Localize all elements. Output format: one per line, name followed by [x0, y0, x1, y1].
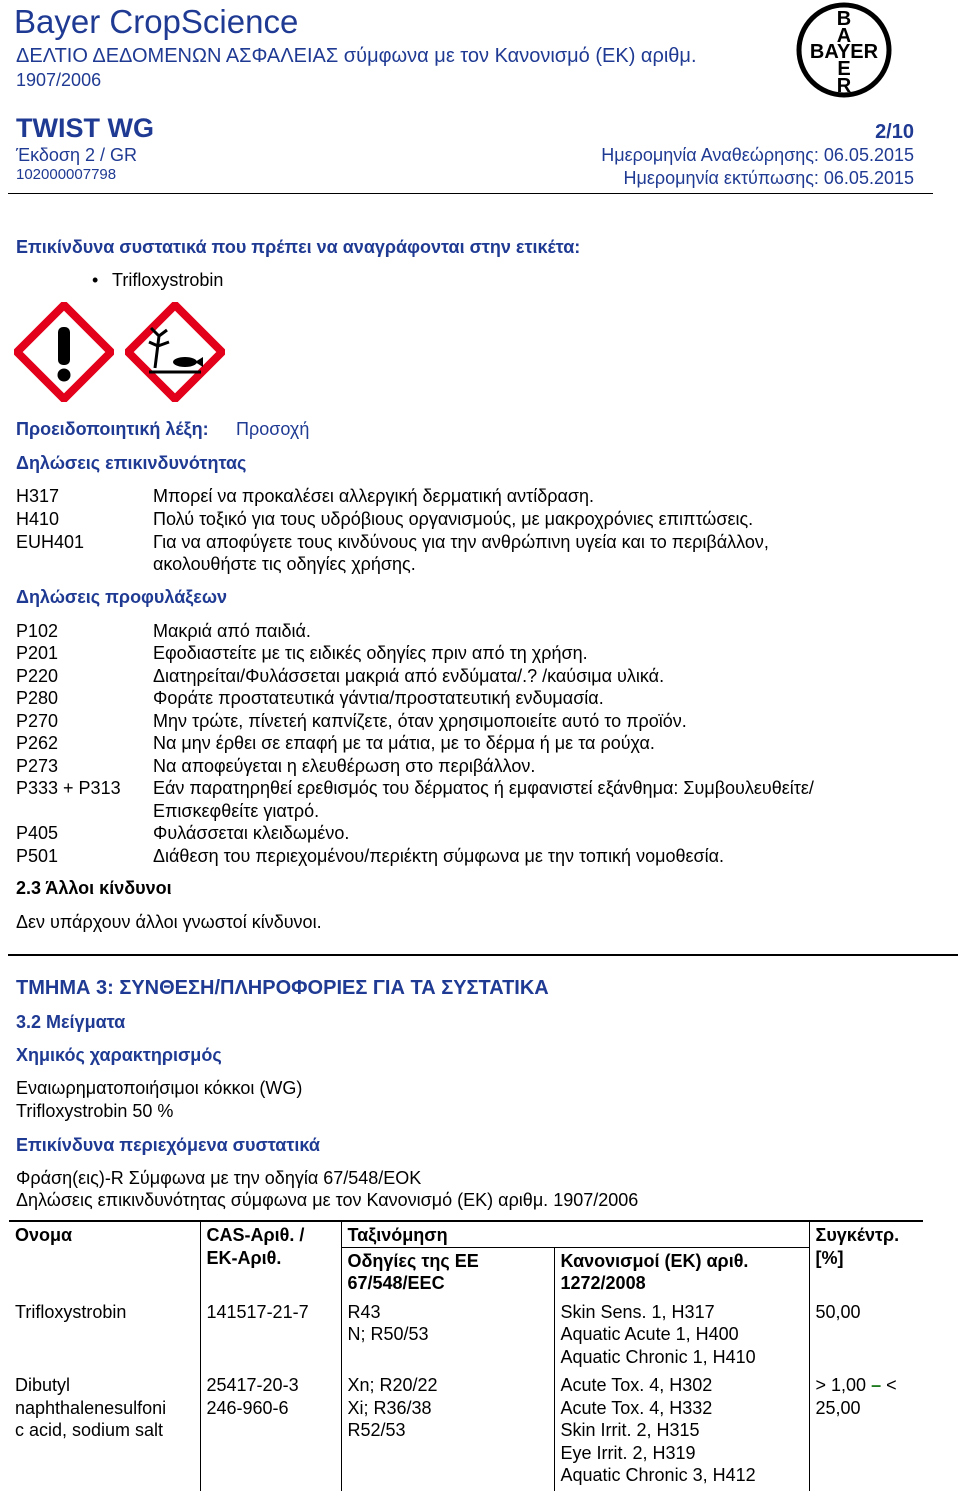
hazard-statements-heading: Δηλώσεις επικινδυνότητας	[16, 453, 247, 473]
table-header-row	[9, 1221, 923, 1247]
precaution-text: Να αποφεύγεται η ελευθέρωση στο περιβάλλον.	[153, 756, 536, 776]
other-hazards-heading: 2.3 Άλλοι κίνδυνοι	[16, 878, 172, 898]
precaution-text: Μην τρώτε, πίνετεή καπνίζετε, όταν χρησιμοποιείτε αυτό το προϊόν.	[153, 711, 687, 731]
cell-name: Dibutyl naphthalenesulfoni c acid, sodium salt	[15, 1375, 167, 1440]
cell-concentration: > 1,00 – < 25,00	[809, 1372, 923, 1491]
cell-name: Trifloxystrobin	[15, 1301, 127, 1322]
hazard-code: H317	[16, 486, 60, 506]
column-header-name: Ονομα	[9, 1221, 200, 1299]
section-divider	[8, 954, 958, 956]
hazard-text: Πολύ τοξικό για τους υδρόβιους οργανισμούς, με μακροχρόνιες επιπτώσεις.	[153, 509, 754, 529]
hazard-statements-note: Δηλώσεις επικινδυνότητας σύμφωνα με τον Κανονισμό (ΕΚ) αριθμ. 1907/2006	[16, 1190, 639, 1210]
section-title: ΤΜΗΜΑ 3: ΣΥΝΘΕΣΗ/ΠΛΗΡΟΦΟΡΙΕΣ ΓΙΑ ΤΑ ΣΥΣΤΑΤΙΚΑ	[16, 977, 549, 999]
print-date: Ημερομηνία εκτύπωσης: 06.05.2015	[623, 168, 914, 188]
hazardous-components-heading: Επικίνδυνα περιεχόμενα συστατικά	[16, 1135, 320, 1155]
precaution-text: Φυλάσσεται κλειδωμένο.	[153, 823, 350, 843]
chemical-characterization-heading: Χημικός χαρακτηρισμός	[16, 1045, 222, 1065]
cell-directive: R43 N; R50/53	[341, 1299, 554, 1373]
precaution-text: Φοράτε προστατευτικά γάντια/προστατευτική ενδυμασία.	[153, 688, 604, 708]
hazard-code: EUH401	[16, 532, 85, 552]
bayer-logo	[796, 2, 892, 98]
precaution-code: P405	[16, 823, 59, 843]
column-header-cas: CAS-Αριθ. / ΕΚ-Αριθ.	[200, 1221, 341, 1299]
precaution-code: P280	[16, 688, 59, 708]
column-header-concentration: Συγκέντρ. [%]	[809, 1221, 923, 1299]
document-title-regulation: 1907/2006	[16, 70, 102, 90]
precaution-text: Διάθεση του περιεχομένου/περιέκτη σύμφωνα με την τοπική νομοθεσία.	[153, 846, 725, 866]
chemical-characterization-line: Trifloxystrobin 50 %	[16, 1101, 174, 1121]
precaution-code: P201	[16, 643, 59, 663]
precaution-code: P273	[16, 756, 59, 776]
column-header-classification: Ταξινόμηση	[341, 1221, 809, 1247]
column-header-directive: Οδηγίες της ΕΕ 67/548/EEC	[341, 1247, 554, 1299]
cell-regulation: Skin Sens. 1, H317 Aquatic Acute 1, H400 Aquatic Chronic 1, H410	[554, 1299, 809, 1373]
document-title: ΔΕΛΤΙΟ ΔΕΔΟΜΕΝΩΝ ΑΣΦΑΛΕΙΑΣ σύμφωνα με τον Κανονισμό (ΕΚ) αριθμ.	[16, 45, 697, 67]
page-number: 2/10	[875, 121, 914, 143]
svg-text:B: B	[836, 8, 852, 30]
bullet-icon: •	[92, 270, 99, 290]
precaution-code: P220	[16, 666, 59, 686]
precaution-text-continued: Επισκεφθείτε γιατρό.	[153, 801, 320, 821]
hazard-text-continued: ακολουθήστε τις οδηγίες χρήσης.	[153, 554, 416, 574]
table-row	[9, 1372, 923, 1491]
subsection-title: 3.2 Μείγματα	[16, 1012, 126, 1032]
label-components-heading: Επικίνδυνα συστατικά που πρέπει να αναγράφονται στην ετικέτα:	[16, 237, 581, 257]
precaution-text: Να μην έρθει σε επαφή με τα μάτια, με το δέρμα ή με τα ρούχα.	[153, 733, 655, 753]
precaution-code: P501	[16, 846, 59, 866]
environment-pictogram	[125, 302, 225, 402]
precaution-code: P333 + P313	[16, 778, 121, 798]
precaution-code: P262	[16, 733, 59, 753]
column-header-regulation: Κανονισμοί (ΕΚ) αριθ. 1272/2008	[554, 1247, 809, 1299]
header-divider	[8, 193, 933, 194]
cell-cas: 141517-21-7	[200, 1299, 341, 1373]
cell-directive: Xn; R20/22 Xi; R36/38 R52/53	[341, 1372, 554, 1491]
signal-word-label: Προειδοποιητική λέξη:	[16, 419, 209, 439]
table-row	[9, 1299, 923, 1373]
svg-text:BAYER: BAYER	[809, 41, 879, 63]
cell-concentration: 50,00	[809, 1299, 923, 1373]
svg-text:A: A	[836, 25, 852, 47]
hazard-text: Μπορεί να προκαλέσει αλλεργική δερματική αντίδραση.	[153, 486, 595, 506]
list-item: • Trifloxystrobin	[92, 270, 224, 290]
precaution-code: P270	[16, 711, 59, 731]
cell-cas: 25417-20-3 246-960-6	[200, 1372, 341, 1491]
company-name: Bayer CropScience	[14, 3, 299, 40]
precaution-code: P102	[16, 621, 59, 641]
precaution-text: Εφοδιαστείτε με τις ειδικές οδηγίες πριν από τη χρήση.	[153, 643, 588, 663]
precaution-text: Εάν παρατηρηθεί ερεθισμός του δέρματος ή εμφανιστεί εξάνθημα: Συμβουλευθείτε/	[153, 778, 814, 798]
components-table	[9, 1220, 923, 1491]
chemical-characterization-line: Εναιωρηματοποιήσιμοι κόκκοι (WG)	[16, 1078, 303, 1098]
signal-word-value: Προσοχή	[236, 419, 310, 439]
version-label: Έκδοση 2 / GR	[16, 145, 138, 165]
precaution-text: Διατηρείται/Φυλάσσεται μακριά από ενδύματα/.? /καύσιμα υλικά.	[153, 666, 665, 686]
cell-regulation: Acute Tox. 4, H302 Acute Tox. 4, H332 Skin Irrit. 2, H315 Eye Irrit. 2, H319 Aquatic Chronic 3, H412	[554, 1372, 809, 1491]
svg-text:R: R	[836, 75, 852, 97]
product-name: TWIST WG	[16, 113, 154, 143]
precaution-text: Μακριά από παιδιά.	[153, 621, 311, 641]
hazard-code: H410	[16, 509, 60, 529]
revision-date: Ημερομηνία Αναθεώρησης: 06.05.2015	[601, 145, 914, 165]
r-phrases-note: Φράση(εις)-R Σύμφωνα με την οδηγία 67/548/ΕΟΚ	[16, 1168, 422, 1188]
hazard-text: Για να αποφύγετε τους κινδύνους για την ανθρώπινη υγεία και το περιβάλλον,	[153, 532, 769, 552]
precautionary-statements-heading: Δηλώσεις προφυλάξεων	[16, 587, 228, 607]
other-hazards-text: Δεν υπάρχουν άλλοι γνωστοί κίνδυνοι.	[16, 912, 322, 932]
svg-text:E: E	[837, 58, 851, 80]
exclamation-mark-pictogram	[14, 302, 114, 402]
product-code: 102000007798	[16, 166, 117, 183]
